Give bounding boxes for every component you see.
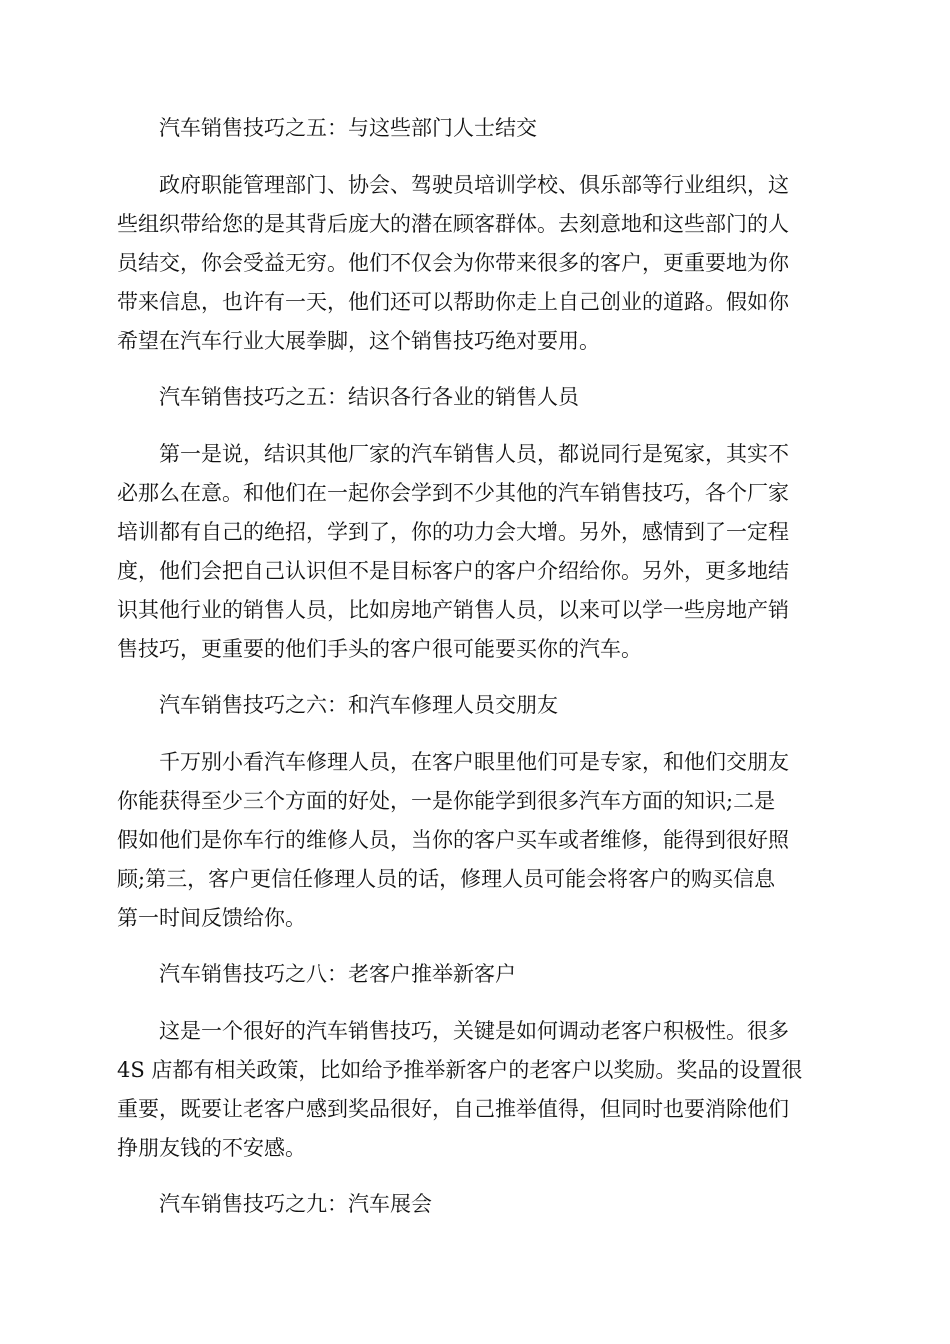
paragraph-line: 培训都有自己的绝招，学到了，你的功力会大增。另外，感情到了一定程 xyxy=(117,520,789,544)
paragraph-line: 希望在汽车行业大展拳脚，这个销售技巧绝对要用。 xyxy=(117,329,600,353)
section-heading-5: 汽车销售技巧之九：汽车展会 xyxy=(159,1192,432,1216)
paragraph-line: 带来信息，也许有一天，他们还可以帮助你走上自己创业的道路。假如你 xyxy=(117,290,789,314)
paragraph-line: 4S 店都有相关政策，比如给予推举新客户的老客户以奖励。奖品的设置很 xyxy=(117,1058,803,1082)
section-paragraph-1 xyxy=(117,166,837,361)
paragraph-line: 挣朋友钱的不安感。 xyxy=(117,1136,306,1160)
section-paragraph-4 xyxy=(117,1012,837,1168)
paragraph-line: 员结交，你会受益无穷。他们不仅会为你带来很多的客户，更重要地为你 xyxy=(117,251,789,275)
paragraph-line: 这是一个很好的汽车销售技巧，关键是如何调动老客户积极性。很多 xyxy=(159,1019,789,1043)
document-page xyxy=(117,108,837,1242)
paragraph-line: 顾;第三，客户更信任修理人员的话，修理人员可能会将客户的购买信息 xyxy=(117,867,776,891)
paragraph-line: 些组织带给您的是其背后庞大的潜在顾客群体。去刻意地和这些部门的人 xyxy=(117,212,789,236)
paragraph-line: 千万别小看汽车修理人员，在客户眼里他们可是专家，和他们交朋友 xyxy=(159,750,789,774)
section-paragraph-3 xyxy=(117,743,837,938)
paragraph-line: 重要，既要让老客户感到奖品很好，自己推举值得，但同时也要消除他们 xyxy=(117,1097,789,1121)
section-heading-2: 汽车销售技巧之五：结识各行各业的销售人员 xyxy=(159,385,579,409)
paragraph-line: 第一是说，结识其他厂家的汽车销售人员，都说同行是冤家，其实不 xyxy=(159,442,789,466)
section-heading-3: 汽车销售技巧之六：和汽车修理人员交朋友 xyxy=(159,693,558,717)
paragraph-line: 售技巧，更重要的他们手头的客户很可能要买你的汽车。 xyxy=(117,637,642,661)
paragraph-line: 政府职能管理部门、协会、驾驶员培训学校、俱乐部等行业组织，这 xyxy=(159,173,789,197)
section-heading-4: 汽车销售技巧之八：老客户推举新客户 xyxy=(159,962,516,986)
paragraph-line: 度，他们会把自己认识但不是目标客户的客户介绍给你。另外，更多地结 xyxy=(117,559,789,583)
paragraph-line: 第一时间反馈给你。 xyxy=(117,906,306,930)
paragraph-line: 假如他们是你车行的维修人员，当你的客户买车或者维修，能得到很好照 xyxy=(117,828,789,852)
paragraph-line: 你能获得至少三个方面的好处，一是你能学到很多汽车方面的知识;二是 xyxy=(117,789,776,813)
section-heading-1: 汽车销售技巧之五：与这些部门人士结交 xyxy=(159,116,537,140)
section-paragraph-2 xyxy=(117,435,837,669)
paragraph-line: 识其他行业的销售人员，比如房地产销售人员，以来可以学一些房地产销 xyxy=(117,598,789,622)
paragraph-line: 必那么在意。和他们在一起你会学到不少其他的汽车销售技巧，各个厂家 xyxy=(117,481,789,505)
